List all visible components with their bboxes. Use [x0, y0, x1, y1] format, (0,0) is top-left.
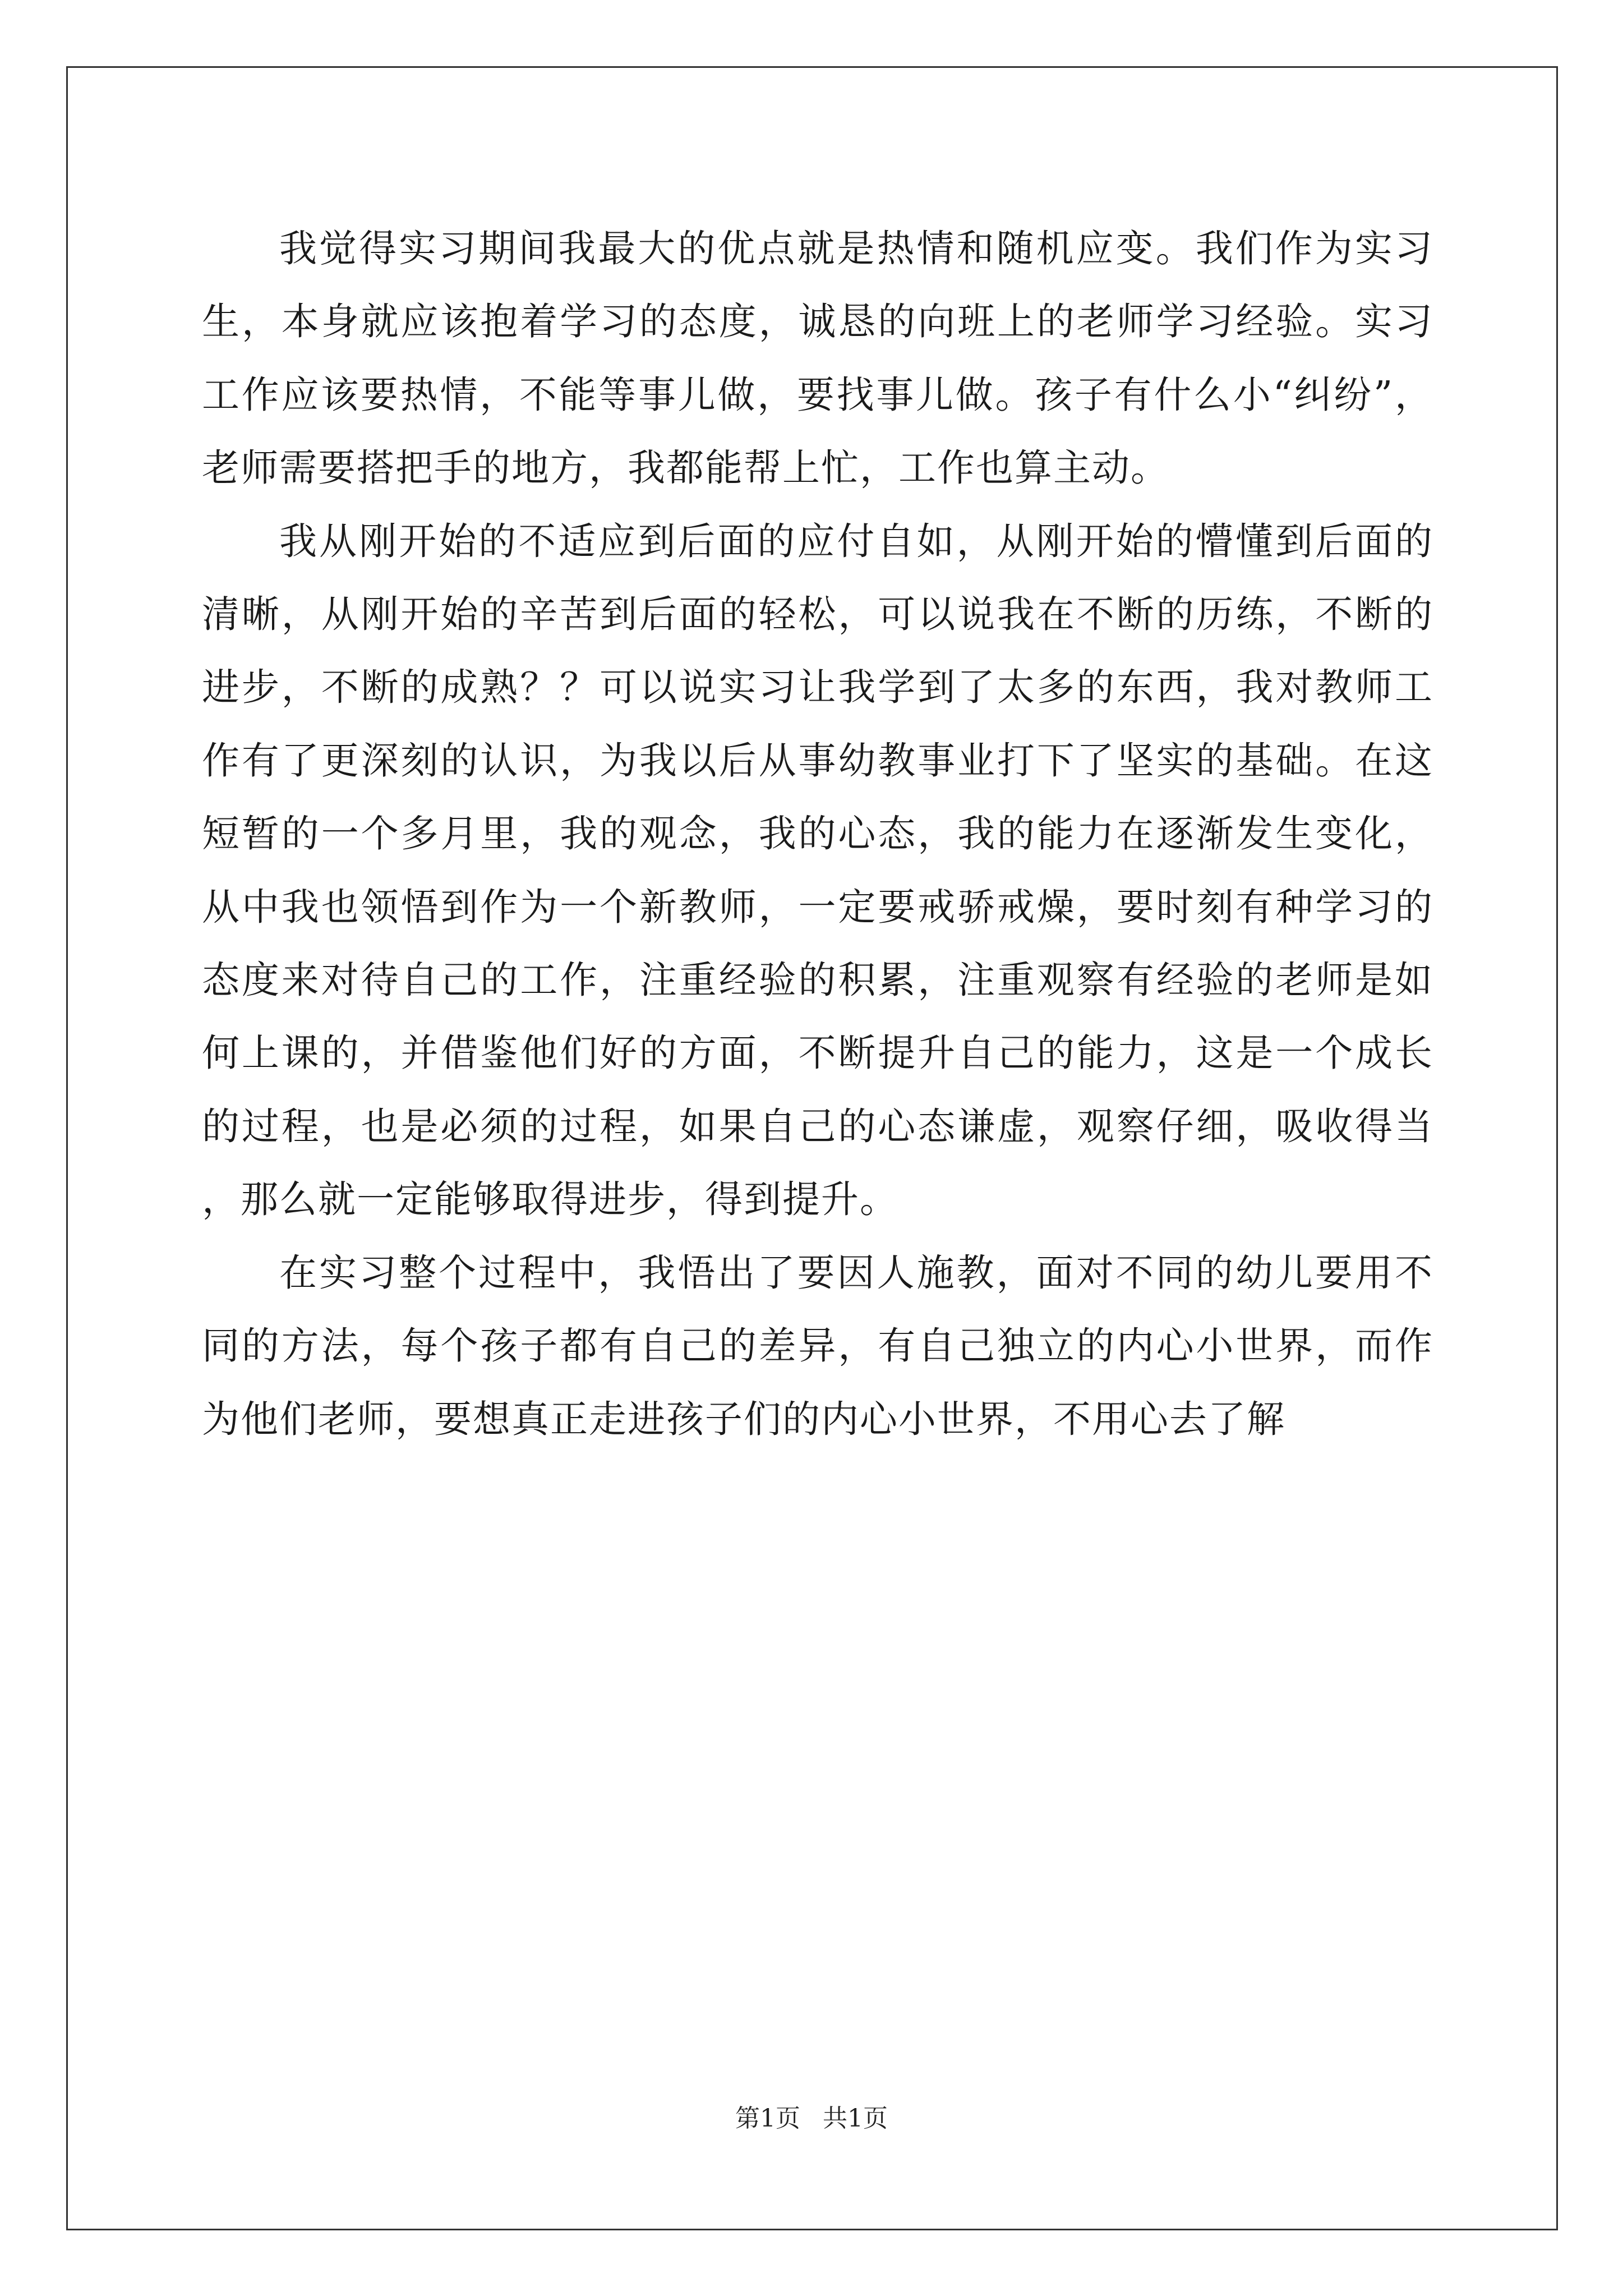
paragraph: 我觉得实习期间我最大的优点就是热情和随机应变。我们作为实习生，本身就应该抱着学习的态度，诚恳的向班上的老师学习经验。实习工作应该要热情，不能等事儿做，要找事儿做。孩子有什么小“纠纷”，老师需要搭把手的地方，我都能帮上忙，工作也算主动。: [202, 227, 1433, 490]
page-footer: [0, 2098, 1623, 2134]
page-total: 共1页: [823, 2104, 888, 2133]
paragraph: 在实习整个过程中，我悟出了要因人施教，面对不同的幼儿要用不同的方法，每个孩子都有自己的差异，有自己独立的内心小世界，而作为他们老师，要想真正走进孩子们的内心小世界，不用心去了解: [202, 1250, 1433, 1441]
page-number: 第1页: [735, 2104, 800, 2133]
paragraph: 我从刚开始的不适应到后面的应付自如，从刚开始的懵懂到后面的清晰，从刚开始的辛苦到后面的轻松，可以说我在不断的历练，不断的进步，不断的成熟？？可以说实习让我学到了太多的东西，我对教师工作有了更深刻的认识，为我以后从事幼教事业打下了坚实的基础。在这短暂的一个多月里，我的观念，我的心态，我的能力在逐渐发生变化，从中我也领悟到作为一个新教师，一定要戒骄戒燥，要时刻有种学习的态度来对待自己的工作，注重经验的积累，注重观察有经验的老师是如何上课的，并借鉴他们好的方面，不断提升自己的能力，这是一个成长的过程，也是必须的过程，如果自己的心态谦虚，观察仔细，吸收得当，那么就一定能够取得进步，得到提升。: [202, 519, 1433, 1222]
document-body: [202, 212, 1433, 1456]
